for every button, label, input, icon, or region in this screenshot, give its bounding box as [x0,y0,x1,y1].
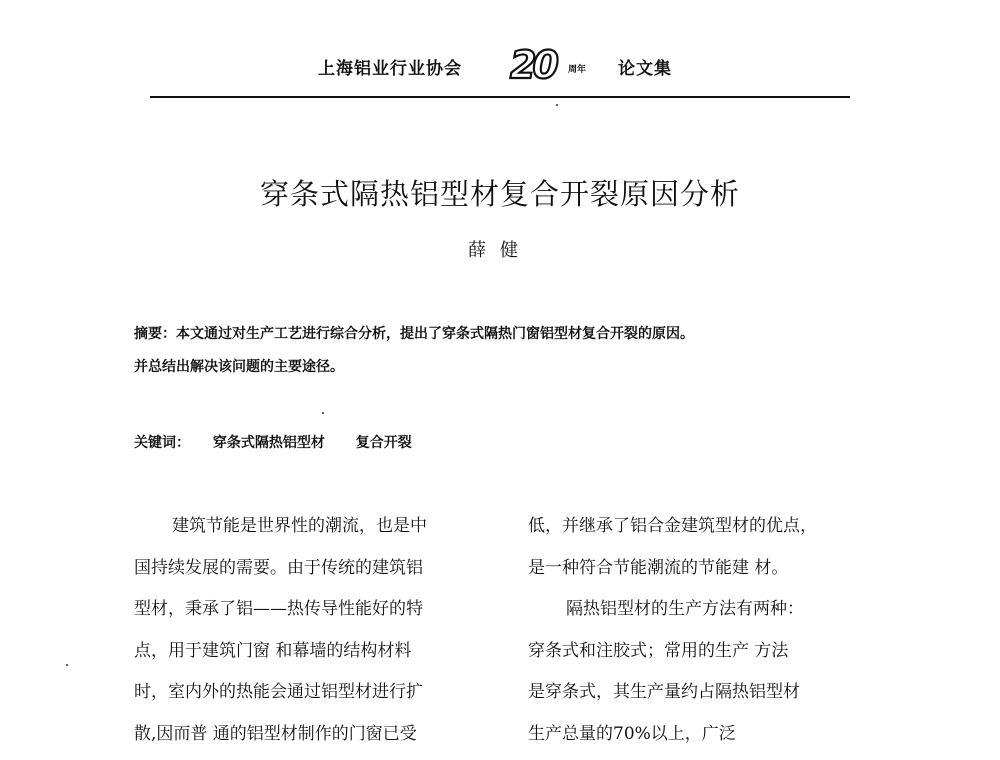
abstract [134,318,854,384]
body-line: 散,因而普 通的铝型材制作的门窗已受 [134,723,417,744]
body-line: 穿条式和注胶式；常用的生产 方法 [528,640,789,661]
body-line: 建筑节能是世界性的潮流，也是中 [172,516,427,536]
keyword-term: 复合开裂 [355,435,412,451]
body-line: 是一种符合节能潮流的节能建 材。 [528,557,789,578]
abstract-line: 摘要：本文通过对生产工艺进行综合分析，提出了穿条式隔热门窗铝型材复合开裂的原因。 [134,326,694,342]
keywords [134,432,438,452]
body-line: 是穿条式，其生产量约占隔热铝型材 [528,682,800,702]
body-line: 时，室内外的热能会通过铝型材进行扩 [134,682,423,702]
body-left-column [134,506,484,755]
keyword-term: 穿条式隔热铝型材 [212,435,325,451]
keywords-label: 关键词： [134,435,190,451]
body-line: 点，用于建筑门窗 和幕墙的结构材料 [134,640,412,661]
body-line: 低，并继承了铝合金建筑型材的优点， [528,516,817,536]
paper-title: 穿条式隔热铝型材复合开裂原因分析 [259,177,740,211]
abstract-line: 并总结出解决该问题的主要途径。 [134,359,344,375]
header-organization: 上海铝业行业协会 [318,59,462,79]
body-line: 国持续发展的需要。由于传统的建筑铝 [134,557,423,578]
header-rule [150,96,850,98]
body-line: 隔热铝型材的生产方法有两种： [566,599,804,619]
scan-speck [66,664,68,666]
running-header [150,40,850,100]
scan-speck [556,104,558,106]
scan-speck [322,412,324,414]
body-line: 型材，秉承了铝——热传导性能好的特 [134,599,423,619]
paper-author: 薛健 [468,240,532,261]
anniversary-number: 20 [510,44,555,86]
anniversary-suffix: 周年 [568,65,587,75]
body-line: 生产总量的70%以上，广泛 [528,723,736,744]
header-collection: 论文集 [618,59,672,79]
body-right-column [528,506,878,755]
